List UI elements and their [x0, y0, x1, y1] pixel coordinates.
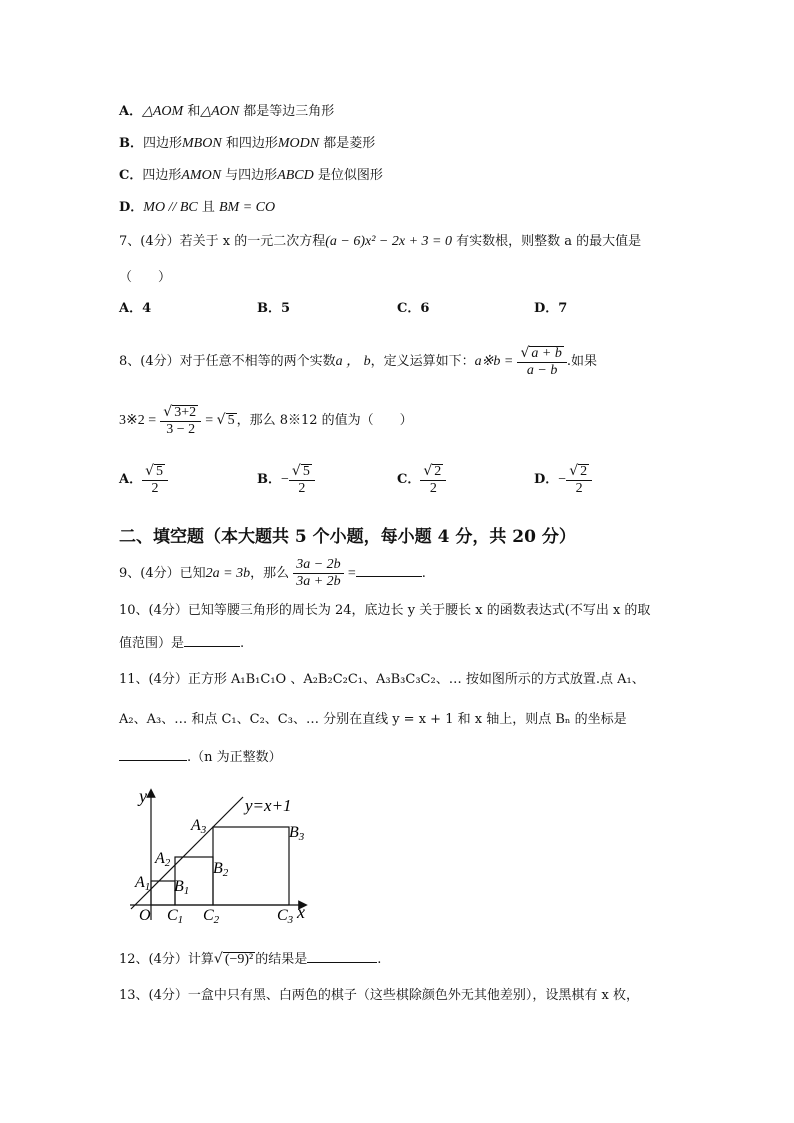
- denominator: 2: [429, 480, 437, 496]
- radical-sign: √: [291, 462, 301, 479]
- point-a3: A3: [191, 817, 207, 836]
- option-value: 7: [558, 301, 568, 316]
- q12-tail: 的结果是: [255, 952, 308, 967]
- math: △AON: [200, 104, 240, 119]
- radicand: (−9)²: [224, 952, 254, 967]
- q7-paren: （ ）: [119, 270, 172, 285]
- q7-option-a: [119, 299, 151, 319]
- q8-after: .如果: [566, 354, 597, 369]
- option-label: B．: [257, 301, 281, 316]
- q12-end: .: [377, 952, 382, 967]
- answer-blank[interactable]: [184, 632, 240, 647]
- q8-mid: ，定义运算如下：: [370, 354, 475, 369]
- q11-line3b: .（n 为正整数）: [187, 750, 282, 765]
- option-label: C．: [119, 168, 143, 183]
- option-fraction: [142, 463, 168, 497]
- q8-ex-fraction: [160, 404, 201, 438]
- q9-prefix: 9、(4分）已知: [119, 566, 206, 581]
- option-value: 4: [142, 301, 152, 316]
- math: △AOM: [142, 104, 184, 119]
- option-value: 5: [281, 301, 291, 316]
- question-10-line1: 10、(4分）已知等腰三角形的周长为 24，底边长 y 关于腰长 x 的函数表达式(不写出 x 的取: [119, 603, 651, 618]
- q8-op-lhs: a※b =: [474, 354, 514, 369]
- denominator: 2: [575, 480, 583, 496]
- q7-suffix: 有实数根，则整数 a 的最大值是: [451, 234, 642, 249]
- option-6d: [119, 198, 275, 218]
- denominator: 3a + 2b: [296, 574, 341, 589]
- radical-sign: √: [520, 344, 530, 361]
- radical-sign: √: [163, 403, 173, 420]
- option-sign: −: [558, 472, 567, 487]
- radicand: 5: [227, 413, 235, 428]
- q8-option-c: [397, 462, 446, 498]
- radical-sign: √: [213, 951, 223, 967]
- numerator: [289, 463, 315, 481]
- radical-sign: √: [145, 462, 155, 479]
- question-12: [119, 948, 381, 970]
- q7-equation: (a − 6)x² − 2x + 3 = 0: [325, 234, 452, 249]
- point-c1: C1: [167, 907, 184, 925]
- text: 和四边形: [221, 136, 278, 151]
- option-label: B．: [257, 472, 281, 487]
- q10-line2b: .: [240, 636, 245, 651]
- question-7: [119, 232, 641, 252]
- math: MBON: [182, 136, 222, 151]
- q7-option-b: [257, 299, 290, 319]
- option-6c: [119, 166, 383, 186]
- y-axis-label: y: [139, 786, 147, 806]
- answer-blank[interactable]: [119, 746, 187, 761]
- option-sign: −: [281, 472, 289, 487]
- denominator: 2: [298, 480, 306, 496]
- radicand: 5: [302, 463, 310, 479]
- option-fraction: [289, 463, 315, 497]
- q8-ex-rhs: =: [205, 413, 217, 428]
- numerator: [160, 404, 201, 422]
- q9-given: 2a = 3b: [205, 566, 251, 581]
- numerator: [420, 463, 446, 481]
- q8-ex-lhs: 3※2 =: [119, 413, 157, 428]
- section-title: 二、填空题（本大题共 5 个小题，每小题 4 分，共 20 分）: [119, 527, 576, 547]
- q8-ex-tail: ，那么 8※12 的值为（ ）: [236, 413, 413, 428]
- q8-option-d: [534, 462, 592, 498]
- math: ABCD: [277, 168, 314, 183]
- square-3: [213, 827, 289, 905]
- q7-option-d: [534, 299, 567, 319]
- denominator: 2: [151, 480, 159, 496]
- option-label: C．: [397, 472, 421, 487]
- q9-fraction: [293, 557, 343, 590]
- text: 与四边形: [221, 168, 278, 183]
- question-11-line1: 11、(4分）正方形 A₁B₁C₁O 、A₂B₂C₂C₁、A₃B₃C₃C₂、… 按如图所示的方式放置.点 A₁、: [119, 672, 645, 687]
- option-6b: [119, 134, 375, 154]
- radical-sign: √: [216, 412, 226, 428]
- answer-blank[interactable]: [307, 948, 377, 963]
- point-a2: A2: [155, 850, 171, 869]
- option-label: D．: [534, 301, 559, 316]
- radicand: 3+2: [174, 404, 197, 420]
- math: AMON: [181, 168, 222, 183]
- math: MO // BC: [143, 200, 198, 215]
- option-fraction: [566, 463, 592, 497]
- q8-prefix: 8、(4分）对于任意不相等的两个实数: [119, 354, 336, 369]
- answer-blank[interactable]: [356, 562, 422, 577]
- coordinate-figure: [125, 785, 325, 925]
- denominator: a − b: [526, 362, 558, 378]
- option-label: D．: [534, 472, 559, 487]
- q8-example: [119, 402, 413, 439]
- point-b1: B1: [174, 878, 190, 897]
- q7-option-c: [397, 299, 429, 319]
- radical-sign: √: [423, 462, 433, 479]
- radicand: 2: [580, 463, 588, 479]
- q8-option-b: [257, 462, 315, 498]
- question-11-line2: A₂、A₃、… 和点 C₁、C₂、C₃、… 分别在直线 y = x + 1 和 x 轴上，则点 Bₙ 的坐标是: [119, 712, 627, 727]
- option-label: A．: [119, 301, 143, 316]
- numerator: [142, 463, 168, 481]
- option-label: A．: [119, 472, 143, 487]
- numerator: [566, 463, 592, 481]
- radicand: 2: [434, 463, 442, 479]
- question-8: [119, 344, 597, 380]
- q8-op-fraction: [517, 345, 566, 379]
- numerator: [517, 345, 566, 363]
- option-fraction: [420, 463, 446, 497]
- radical-sign: √: [569, 462, 579, 479]
- option-label: C．: [397, 301, 421, 316]
- radicand: a + b: [531, 345, 562, 361]
- option-label: D．: [119, 200, 144, 215]
- math: BM = CO: [219, 200, 276, 215]
- q8-vars: a ， b: [335, 354, 371, 369]
- line-label: y=x+1: [245, 796, 292, 815]
- question-10-line2: [119, 632, 244, 654]
- x-axis-label: x: [297, 902, 305, 922]
- text: 和: [183, 104, 201, 119]
- q9-mid: ，那么: [250, 566, 290, 581]
- q12-prefix: 12、(4分）计算: [119, 952, 214, 967]
- text: 四边形: [142, 168, 182, 183]
- point-c2: C2: [203, 907, 220, 925]
- text: 是位似图形: [313, 168, 383, 183]
- text: 且: [197, 200, 219, 215]
- q9-eq: =: [347, 566, 356, 581]
- question-11-line3: [119, 746, 282, 768]
- radicand: 5: [156, 463, 164, 479]
- point-a1: A1: [135, 874, 151, 893]
- point-c3: C3: [277, 907, 294, 925]
- q10-line2a: 值范围）是: [119, 636, 185, 651]
- origin-label: O: [139, 907, 151, 924]
- text: 都是菱形: [319, 136, 376, 151]
- q8-option-a: [119, 462, 168, 498]
- point-b2: B2: [213, 860, 229, 879]
- q7-prefix: 7、(4分）若关于 x 的一元二次方程: [119, 234, 326, 249]
- question-9: [119, 556, 426, 592]
- option-label: B．: [119, 136, 143, 151]
- text: 都是等边三角形: [239, 104, 335, 119]
- denominator: 3 − 2: [166, 421, 196, 437]
- text: 四边形: [143, 136, 183, 151]
- option-label: A．: [119, 104, 143, 119]
- point-b3: B3: [289, 824, 305, 843]
- question-13-line1: 13、(4分）一盒中只有黑、白两色的棋子（这些棋除颜色外无其他差别），设黑棋有 x 枚，: [119, 988, 639, 1003]
- q9-tail: .: [421, 566, 426, 581]
- option-value: 6: [420, 301, 430, 316]
- numerator: 3a − 2b: [293, 557, 343, 574]
- option-6a: [119, 102, 334, 122]
- math: MODN: [277, 136, 320, 151]
